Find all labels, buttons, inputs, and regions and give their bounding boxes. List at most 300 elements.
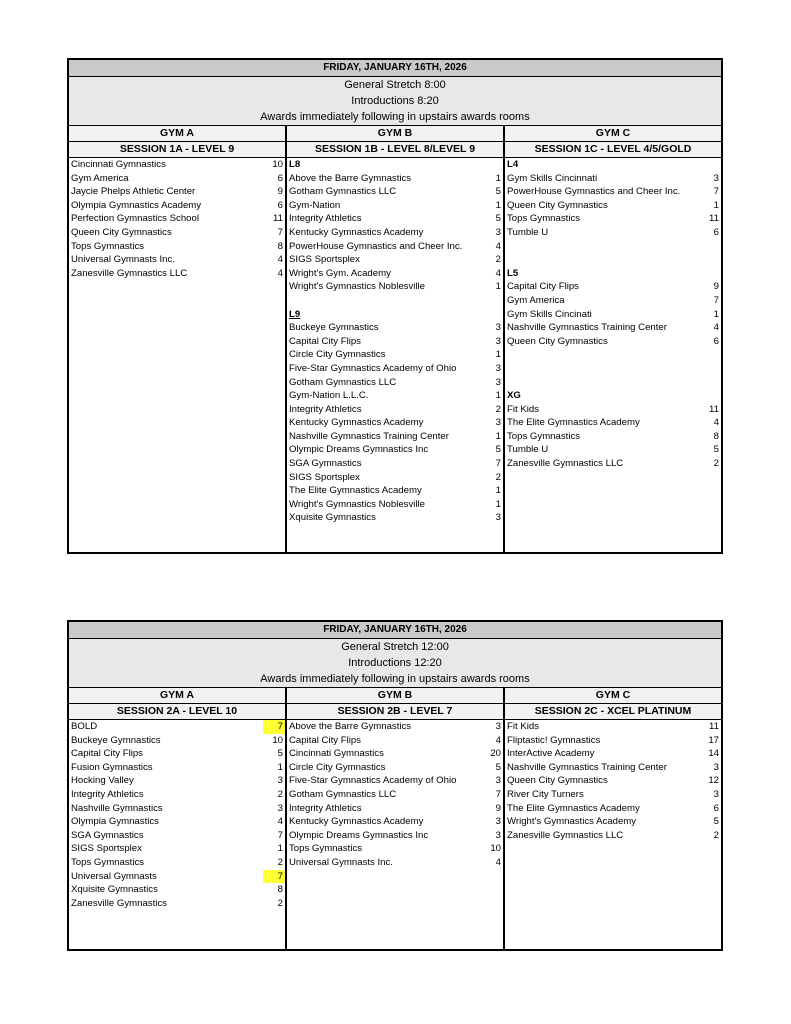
team-name — [505, 253, 699, 267]
team-row — [287, 226, 503, 240]
team-row — [287, 416, 503, 430]
team-name: Tops Gymnastics — [507, 213, 581, 225]
gymnast-count: 4 — [495, 267, 501, 279]
team-name: Buckeye Gymnastics — [289, 322, 379, 334]
gymnast-count: 2 — [277, 897, 283, 909]
team-name: Zanesville Gymnastics LLC — [507, 829, 624, 841]
team-row — [505, 308, 721, 322]
level-label: L4 — [507, 159, 519, 170]
gymnast-count: 7 — [263, 720, 285, 734]
gymnast-count: 17 — [708, 734, 719, 746]
gymnast-count: 7 — [495, 788, 501, 800]
team-row — [287, 511, 503, 525]
team-row — [69, 720, 285, 734]
team-row — [505, 294, 721, 308]
team-row — [505, 226, 721, 240]
gym-header-row — [69, 688, 721, 704]
level-label: L5 — [507, 267, 519, 279]
team-name: Xquisite Gymnastics — [289, 512, 376, 524]
gymnast-count: 4 — [277, 267, 283, 279]
gymnast-count — [699, 362, 721, 376]
level-label-row — [287, 158, 503, 172]
level-label-row — [505, 267, 721, 281]
team-row — [287, 856, 503, 870]
team-name: BOLD — [71, 721, 98, 732]
team-row — [505, 335, 721, 349]
gymnast-count: 1 — [495, 430, 501, 442]
team-name: InterActive Academy — [507, 748, 595, 760]
team-name: River City Turners — [507, 788, 584, 800]
gymnast-count: 4 — [713, 417, 719, 429]
gymnast-count: 11 — [273, 213, 283, 225]
team-name: Nashville Gymnastics Training Center — [507, 761, 667, 773]
team-name: Kentucky Gymnastics Academy — [289, 226, 424, 238]
team-name: Gym America — [507, 294, 565, 306]
team-row — [287, 199, 503, 213]
team-row — [69, 842, 285, 856]
team-row — [505, 747, 721, 761]
team-name: Gym America — [71, 172, 129, 184]
session-2b-header: SESSION 2B - LEVEL 7 — [287, 704, 505, 719]
team-name: Cincinnati Gymnastics — [289, 748, 384, 760]
team-row — [287, 788, 503, 802]
team-row — [69, 199, 285, 213]
team-name: Zanesville Gymnastics LLC — [507, 458, 624, 470]
team-name: SGA Gymnastics — [71, 829, 144, 841]
session-2-body — [69, 718, 721, 949]
gymnast-count: 1 — [713, 308, 719, 320]
team-name: SIGS Sportsplex — [289, 471, 360, 483]
team-row — [505, 443, 721, 457]
team-row — [69, 774, 285, 788]
gymnast-count: 14 — [708, 748, 719, 760]
team-row — [69, 158, 285, 172]
team-name — [287, 294, 481, 308]
gymnast-count: 2 — [495, 471, 501, 483]
team-row — [69, 734, 285, 748]
introductions-time: Introductions 12:20 — [348, 657, 442, 669]
team-row — [505, 761, 721, 775]
team-row — [505, 416, 721, 430]
team-row — [69, 897, 285, 911]
team-name: Integrity Athletics — [289, 403, 362, 415]
gymnast-count: 3 — [713, 761, 719, 773]
team-name: Nashville Gymnastics — [71, 802, 163, 814]
schedule-info — [69, 77, 721, 126]
gymnast-count — [481, 294, 503, 308]
team-row — [69, 856, 285, 870]
team-row — [287, 403, 503, 417]
team-name: Capital City Flips — [507, 281, 579, 293]
team-row — [505, 829, 721, 843]
gymnast-count: 20 — [490, 748, 501, 760]
gymnast-count: 5 — [495, 761, 501, 773]
schedule-date: FRIDAY, JANUARY 16TH, 2026 — [69, 60, 721, 77]
gymnast-count: 3 — [495, 775, 501, 787]
level-label-row — [287, 308, 503, 322]
gymnast-count: 8 — [277, 884, 283, 896]
team-row — [287, 761, 503, 775]
gym-b-list — [287, 718, 505, 949]
team-name: Wright's Gymnastics Noblesville — [289, 498, 426, 510]
gym-header-row — [69, 126, 721, 142]
gymnast-count: 5 — [277, 748, 283, 760]
team-row — [505, 403, 721, 417]
team-name: Queen City Gymnastics — [71, 226, 172, 238]
level-label: XG — [507, 390, 521, 402]
gym-a-header: GYM A — [69, 688, 287, 703]
team-row — [287, 348, 503, 362]
session-2c-header: SESSION 2C - XCEL PLATINUM — [505, 704, 721, 719]
gymnast-count — [699, 376, 721, 390]
team-row — [287, 734, 503, 748]
gymnast-count: 5 — [713, 444, 719, 456]
team-name: Hocking Valley — [71, 775, 134, 787]
team-name: Integrity Athletics — [289, 213, 362, 225]
gymnast-count: 4 — [495, 240, 501, 252]
team-row — [505, 185, 721, 199]
awards-note: Awards immediately following in upstairs awards rooms — [260, 673, 530, 685]
team-name: Universal Gymnasts Inc. — [289, 856, 393, 868]
team-name: Tumble U — [507, 226, 549, 238]
team-name: Nashville Gymnastics Training Center — [507, 322, 667, 334]
team-row — [69, 829, 285, 843]
team-row — [69, 212, 285, 226]
team-row — [287, 802, 503, 816]
session-2a-header: SESSION 2A - LEVEL 10 — [69, 704, 287, 719]
team-row — [505, 774, 721, 788]
gymnast-count: 1 — [495, 172, 501, 184]
team-row — [287, 362, 503, 376]
team-row — [505, 253, 721, 267]
gym-b-header: GYM B — [287, 126, 505, 141]
team-name: Wright's Gymnastics Noblesville — [289, 281, 426, 293]
gym-a-list — [69, 156, 287, 552]
team-row — [287, 267, 503, 281]
gymnast-count: 11 — [709, 213, 719, 225]
schedule-info — [69, 639, 721, 688]
session-1a-header: SESSION 1A - LEVEL 9 — [69, 142, 287, 157]
team-row — [287, 212, 503, 226]
gymnast-count: 11 — [709, 721, 719, 732]
gymnast-count: 1 — [495, 199, 501, 211]
session-1c-header: SESSION 1C - LEVEL 4/5/GOLD — [505, 142, 721, 157]
team-name: Kentucky Gymnastics Academy — [289, 816, 424, 828]
team-name: Circle City Gymnastics — [289, 761, 386, 773]
team-name: Capital City Flips — [289, 335, 361, 347]
gymnast-count — [481, 308, 503, 322]
team-row — [505, 321, 721, 335]
gymnast-count: 3 — [277, 802, 283, 814]
awards-note: Awards immediately following in upstairs awards rooms — [260, 111, 530, 123]
team-name: Gym Skills Cincinnati — [507, 172, 598, 184]
team-row — [505, 199, 721, 213]
gymnast-count: 3 — [495, 362, 501, 374]
gymnast-count: 6 — [277, 199, 283, 211]
team-row — [505, 802, 721, 816]
team-row — [287, 253, 503, 267]
gymnast-count: 4 — [495, 734, 501, 746]
gym-c-list — [505, 718, 721, 949]
gymnast-count: 3 — [713, 172, 719, 184]
team-row — [287, 376, 503, 390]
gymnast-count: 3 — [495, 721, 501, 732]
gymnast-count: 3 — [495, 512, 501, 524]
gymnast-count: 3 — [495, 226, 501, 238]
team-name: Gotham Gymnastics LLC — [289, 186, 397, 198]
team-row — [287, 457, 503, 471]
gymnast-count: 2 — [495, 403, 501, 415]
team-name: Universal Gymnasts — [71, 870, 157, 882]
team-row — [287, 172, 503, 186]
team-name: Xquisite Gymnastics — [71, 884, 158, 896]
gymnast-count — [699, 158, 721, 172]
team-name: Five-Star Gymnastics Academy of Ohio — [289, 362, 457, 374]
gymnast-count: 4 — [277, 254, 283, 266]
schedule-date: FRIDAY, JANUARY 16TH, 2026 — [69, 622, 721, 639]
team-row — [69, 870, 285, 884]
team-row — [69, 802, 285, 816]
gymnast-count: 2 — [495, 254, 501, 266]
team-name: Gym Skills Cincinati — [507, 308, 592, 320]
gymnast-count: 1 — [277, 843, 283, 855]
team-row — [287, 280, 503, 294]
team-name — [505, 362, 699, 376]
gymnast-count: 1 — [495, 390, 501, 402]
gym-b-list — [287, 156, 505, 552]
gymnast-count: 10 — [272, 734, 283, 746]
team-row — [69, 788, 285, 802]
team-name: Above the Barre Gymnastics — [289, 721, 412, 732]
gymnast-count: 9 — [277, 186, 283, 198]
team-row — [287, 430, 503, 444]
session-1-schedule — [67, 58, 723, 554]
gymnast-count — [699, 389, 721, 403]
team-name: Tops Gymnastics — [71, 856, 145, 868]
team-name: Capital City Flips — [289, 734, 361, 746]
gymnast-count: 3 — [495, 376, 501, 388]
team-name: Jaycie Phelps Athletic Center — [71, 186, 196, 198]
team-name: SIGS Sportsplex — [289, 254, 360, 266]
team-row — [505, 240, 721, 254]
team-row — [287, 443, 503, 457]
gymnast-count: 5 — [495, 444, 501, 456]
team-row — [69, 747, 285, 761]
team-row — [505, 376, 721, 390]
gymnast-count: 7 — [277, 829, 283, 841]
team-name: SGA Gymnastics — [289, 458, 362, 470]
team-row — [287, 815, 503, 829]
general-stretch-time: General Stretch 12:00 — [341, 641, 449, 653]
team-row — [69, 185, 285, 199]
team-row — [287, 842, 503, 856]
level-label-row — [505, 158, 721, 172]
team-row — [287, 335, 503, 349]
gymnast-count: 1 — [495, 281, 501, 293]
team-name: Circle City Gymnastics — [289, 349, 386, 361]
team-row — [69, 267, 285, 281]
team-row — [287, 471, 503, 485]
team-name: Olympia Gymnastics — [71, 816, 159, 828]
gymnast-count: 1 — [277, 761, 283, 773]
gymnast-count: 12 — [708, 775, 719, 787]
gymnast-count: 1 — [713, 199, 719, 211]
team-row — [287, 747, 503, 761]
team-name: Fit Kids — [507, 403, 539, 415]
gymnast-count: 10 — [272, 159, 283, 170]
team-name — [505, 348, 699, 362]
gymnast-count: 3 — [495, 816, 501, 828]
gymnast-count — [699, 267, 721, 281]
team-name: Zanesville Gymnastics LLC — [71, 267, 188, 279]
gymnast-count: 4 — [277, 816, 283, 828]
team-row — [505, 457, 721, 471]
team-name: Gotham Gymnastics LLC — [289, 788, 397, 800]
team-name: PowerHouse Gymnastics and Cheer Inc. — [289, 240, 463, 252]
gymnast-count: 4 — [495, 856, 501, 868]
team-name: Wright's Gym. Academy — [289, 267, 391, 279]
team-name: Fusion Gymnastics — [71, 761, 153, 773]
gymnast-count: 1 — [495, 498, 501, 510]
team-row — [69, 815, 285, 829]
team-name: SIGS Sportsplex — [71, 843, 142, 855]
team-row — [287, 294, 503, 308]
gymnast-count: 3 — [495, 829, 501, 841]
team-name: The Elite Gymnastics Academy — [507, 802, 640, 814]
gymnast-count: 6 — [277, 172, 283, 184]
team-name: Queen City Gymnastics — [507, 199, 608, 211]
team-name: Queen City Gymnastics — [507, 775, 608, 787]
level-label-row — [505, 389, 721, 403]
team-name: Olympia Gymnastics Academy — [71, 199, 202, 211]
gymnast-count — [481, 158, 503, 172]
team-name: The Elite Gymnastics Academy — [289, 485, 422, 497]
gym-b-header: GYM B — [287, 688, 505, 703]
gymnast-count: 5 — [495, 186, 501, 198]
session-2-schedule — [67, 620, 723, 951]
team-row — [505, 172, 721, 186]
team-row — [69, 883, 285, 897]
gym-a-list — [69, 718, 287, 949]
team-row — [69, 253, 285, 267]
gymnast-count: 2 — [277, 856, 283, 868]
team-row — [505, 815, 721, 829]
gymnast-count — [699, 348, 721, 362]
team-row — [505, 720, 721, 734]
gym-c-header: GYM C — [505, 126, 721, 141]
gym-c-header: GYM C — [505, 688, 721, 703]
team-name: Queen City Gymnastics — [507, 335, 608, 347]
team-name: Cincinnati Gymnastics — [71, 159, 166, 170]
team-name: Tops Gymnastics — [289, 843, 363, 855]
gymnast-count: 11 — [709, 403, 719, 415]
team-name: Buckeye Gymnastics — [71, 734, 161, 746]
gymnast-count: 6 — [713, 802, 719, 814]
gymnast-count: 7 — [713, 294, 719, 306]
team-row — [505, 734, 721, 748]
gym-a-header: GYM A — [69, 126, 287, 141]
team-name: Tops Gymnastics — [507, 430, 581, 442]
gymnast-count: 7 — [263, 870, 285, 884]
team-name: Zanesville Gymnastics — [71, 897, 167, 909]
team-name: Gotham Gymnastics LLC — [289, 376, 397, 388]
team-row — [287, 720, 503, 734]
team-name: Fit Kids — [507, 721, 539, 732]
team-name: Tops Gymnastics — [71, 240, 145, 252]
team-name: Universal Gymnasts Inc. — [71, 254, 175, 266]
gymnast-count: 3 — [277, 775, 283, 787]
team-row — [69, 761, 285, 775]
gymnast-count: 10 — [490, 843, 501, 855]
level-label: L8 — [289, 159, 301, 170]
team-name: Fliptastic! Gymnastics — [507, 734, 601, 746]
team-name: Kentucky Gymnastics Academy — [289, 417, 424, 429]
introductions-time: Introductions 8:20 — [351, 95, 439, 107]
session-1b-header: SESSION 1B - LEVEL 8/LEVEL 9 — [287, 142, 505, 157]
gymnast-count: 3 — [495, 322, 501, 334]
team-row — [505, 788, 721, 802]
team-name — [505, 240, 699, 254]
team-name: PowerHouse Gymnastics and Cheer Inc. — [507, 186, 681, 198]
gymnast-count: 7 — [713, 186, 719, 198]
team-name: Gym-Nation — [289, 199, 341, 211]
gymnast-count: 5 — [495, 213, 501, 225]
team-row — [69, 240, 285, 254]
gymnast-count: 2 — [713, 829, 719, 841]
gymnast-count: 8 — [277, 240, 283, 252]
team-row — [69, 172, 285, 186]
team-row — [287, 774, 503, 788]
gymnast-count: 7 — [277, 226, 283, 238]
team-row — [505, 362, 721, 376]
team-name: Integrity Athletics — [71, 788, 144, 800]
gymnast-count — [699, 240, 721, 254]
gymnast-count: 3 — [713, 788, 719, 800]
gymnast-count: 7 — [495, 458, 501, 470]
gymnast-count: 1 — [495, 349, 501, 361]
gymnast-count: 3 — [495, 335, 501, 347]
team-name: Above the Barre Gymnastics — [289, 172, 412, 184]
team-row — [505, 280, 721, 294]
gymnast-count: 5 — [713, 816, 719, 828]
team-row — [287, 829, 503, 843]
team-row — [505, 348, 721, 362]
team-row — [505, 212, 721, 226]
gymnast-count: 8 — [713, 430, 719, 442]
team-name: Tumble U — [507, 444, 549, 456]
team-name: The Elite Gymnastics Academy — [507, 417, 640, 429]
team-row — [287, 240, 503, 254]
team-name — [505, 376, 699, 390]
team-row — [287, 498, 503, 512]
gymnast-count: 9 — [713, 281, 719, 293]
team-row — [69, 226, 285, 240]
gymnast-count: 6 — [713, 335, 719, 347]
gym-c-list — [505, 156, 721, 552]
gymnast-count: 3 — [495, 417, 501, 429]
team-name: Gym-Nation L.L.C. — [289, 390, 369, 402]
team-name: Olympic Dreams Gymnastics Inc — [289, 829, 429, 841]
gymnast-count: 4 — [713, 322, 719, 334]
team-row — [287, 484, 503, 498]
team-name: Five-Star Gymnastics Academy of Ohio — [289, 775, 457, 787]
gymnast-count — [699, 253, 721, 267]
gymnast-count: 2 — [713, 458, 719, 470]
team-name: Capital City Flips — [71, 748, 143, 760]
gymnast-count: 2 — [277, 788, 283, 800]
gymnast-count: 1 — [495, 485, 501, 497]
team-row — [505, 430, 721, 444]
